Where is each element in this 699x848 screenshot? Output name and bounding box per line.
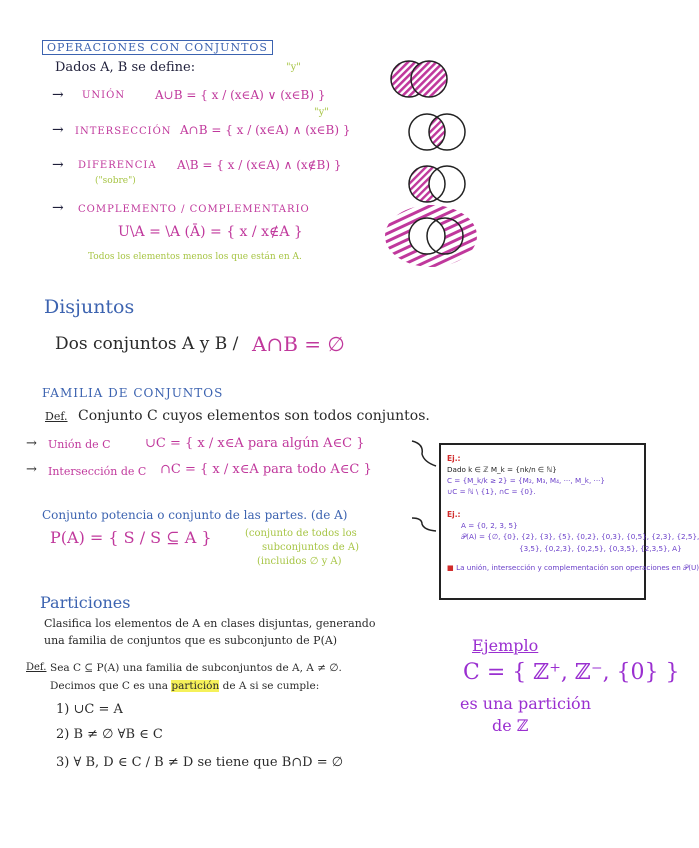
example-title: Ejemplo — [472, 636, 539, 655]
condition-2: 2) B ≠ ∅ ∀B ∈ C — [56, 727, 163, 742]
family-def-text: Conjunto C cuyos elementos son todos conjuntos. — [78, 408, 430, 424]
difference-formula: A\B = { x / (x∈A) ∧ (x∉B) } — [177, 158, 342, 172]
family-title: FAMILIA DE CONJUNTOS — [42, 386, 224, 400]
partition-def-line-2: Decimos que C es una partición de A si se cumple: — [50, 680, 320, 692]
difference-note: ("sobre") — [95, 176, 136, 186]
partitions-title: Particiones — [40, 593, 131, 612]
example-note: ■ La unión, intersección y complementación son operaciones en 𝒫(U) — [447, 563, 699, 572]
disjoint-title: Disjuntos — [44, 296, 135, 318]
family-union-label: Unión de C — [48, 438, 111, 451]
power-set-note-3: (incluidos ∅ y A) — [257, 556, 342, 567]
arrow-icon: → — [52, 122, 64, 138]
power-set-formula: P(A) = { S / S ⊆ A } — [50, 528, 212, 547]
union-venn-diagram — [385, 55, 460, 103]
arrow-icon: → — [52, 200, 64, 216]
example-1-line-2: C = {M_k/k ≥ 2} = {M₂, M₃, M₄, ···, M_k, ···} — [447, 476, 605, 485]
condition-3: 3) ∀ B, D ∈ C / B ≠ D se tiene que B∩D = ∅ — [56, 755, 344, 770]
family-intersection-formula: ∩C = { x / x∈A para todo A∈C } — [160, 462, 372, 477]
example-1-label: Ej.: — [447, 454, 461, 463]
example-formula: C = { ℤ⁺, ℤ⁻, {0} } — [463, 660, 680, 685]
intersection-label: INTERSECCIÓN — [75, 126, 172, 137]
disjoint-text: Dos conjuntos A y B / — [55, 334, 239, 354]
example-1-line-3: ∪C = ℕ \ {1}, ∩C = {0}. — [447, 487, 536, 496]
complement-note: Todos los elementos menos los que están en A. — [88, 252, 302, 262]
partitions-line-1: Clasifica los elementos de A en clases disjuntas, generando — [44, 617, 376, 630]
example-text-1: es una partición — [460, 694, 591, 713]
bracket-connector — [410, 436, 442, 536]
arrow-icon: → — [26, 462, 37, 477]
condition-1: 1) ∪C = A — [56, 702, 123, 717]
intersection-venn-diagram — [403, 108, 473, 156]
partition-highlight: partición — [171, 680, 220, 692]
power-set-note-1: (conjunto de todos los — [245, 528, 357, 539]
example-2-label: Ej.: — [447, 510, 461, 519]
family-intersection-label: Intersección de C — [48, 465, 147, 478]
example-2-line-3: {3,5}, {0,2,3}, {0,2,5}, {0,3,5}, {2,3,5}, A} — [519, 544, 682, 553]
difference-venn-diagram — [403, 160, 473, 208]
complement-venn-diagram — [383, 203, 478, 269]
complement-label: COMPLEMENTO / COMPLEMENTARIO — [78, 204, 310, 215]
intersection-formula: A∩B = { x / (x∈A) ∧ (x∈B) } — [180, 123, 351, 137]
partition-def-label: Def. — [26, 662, 47, 673]
disjoint-formula: A∩B = ∅ — [252, 332, 345, 356]
union-label: UNIÓN — [82, 90, 126, 101]
complement-formula: U\A = \A (Ā) = { x / x∉A } — [118, 224, 303, 240]
example-text-2: de ℤ — [492, 716, 529, 735]
arrow-icon: → — [52, 87, 64, 103]
power-set-label: Conjunto potencia o conjunto de las partes. (de A) — [42, 508, 348, 522]
example-1-line-1: Dado k ∈ ℤ M_k = {nk/n ∈ ℕ} — [447, 465, 557, 474]
example-2-line-2: 𝒫(A) = {∅, {0}, {2}, {3}, {5}, {0,2}, {0,3}, {0,5}, {2,3}, {2,5}, — [461, 532, 699, 541]
partitions-line-2: una familia de conjuntos que es subconjunto de P(A) — [44, 634, 338, 647]
family-union-formula: ∪C = { x / x∈A para algún A∈C } — [145, 436, 365, 451]
example-2-line-1: A = {0, 2, 3, 5} — [461, 521, 518, 530]
arrow-icon: → — [26, 436, 37, 451]
union-formula: A∪B = { x / (x∈A) ∨ (x∈B) } — [155, 88, 326, 102]
intro-text: Dados A, B se define: — [55, 60, 196, 75]
difference-label: DIFERENCIA — [78, 160, 157, 171]
power-set-note-2: subconjuntos de A) — [262, 542, 359, 553]
arrow-icon: → — [52, 157, 64, 173]
bullet-icon: ■ — [447, 563, 457, 572]
example-box — [439, 443, 699, 600]
section-title-operations: OPERACIONES CON CONJUNTOS — [42, 36, 273, 55]
partition-def-line-1: Sea C ⊆ P(A) una familia de subconjuntos de A, A ≠ ∅. — [50, 662, 342, 674]
or-note: "y" — [286, 62, 301, 73]
family-def-label: Def. — [45, 410, 68, 423]
and-note: "y" — [314, 107, 329, 118]
